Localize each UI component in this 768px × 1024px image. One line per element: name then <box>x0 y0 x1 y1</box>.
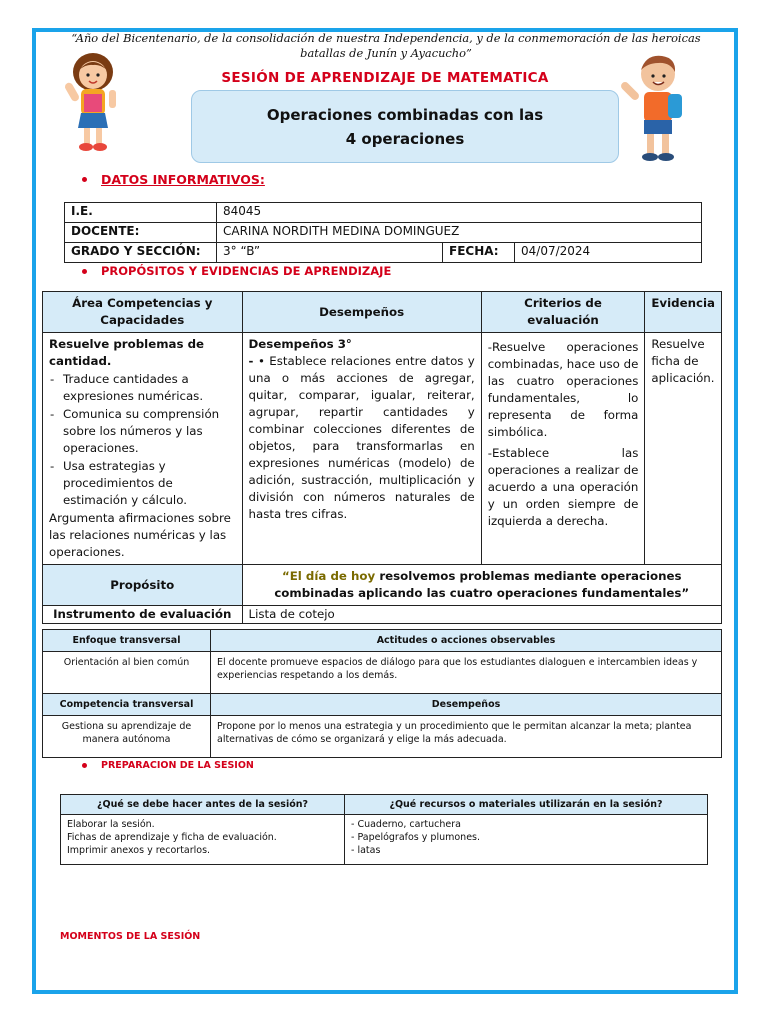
table-row <box>43 694 722 716</box>
table-row <box>43 652 722 694</box>
session-title: SESIÓN DE APRENDIZAJE DE MATEMATICA <box>221 70 549 86</box>
enfoque-table <box>42 629 722 758</box>
desempeno-text-body: • Establece relaciones entre datos y una o más acciones de agregar, quitar, comparar, igualar, reiterar, agrupar, repartir cantidades y combinar colecciones diferentes de objetos, para transformarlas en expresiones numéricas (modelo) de adición, sustracción, multiplicación y división con números naturales de hasta tres cifras. <box>248 354 475 521</box>
datos-table <box>64 202 702 263</box>
list-item: - Comunica su comprensión sobre los números y las operaciones. <box>49 406 236 457</box>
col-competencia-header: Competencia transversal <box>43 694 211 716</box>
desempeno-cell <box>242 333 481 565</box>
list-item: - Usa estrategias y procedimientos de estimación y cálculo. <box>49 458 236 509</box>
docente-label: DOCENTE: <box>65 223 217 243</box>
list-item: - Papelógrafos y plumones. <box>351 832 481 843</box>
proposito-text: resolvemos problemas mediante operaciones combinadas aplicando las cuatro operaciones fundamentales” <box>274 569 690 600</box>
col-criterios-header: Criterios de evaluación <box>481 292 645 333</box>
preparacion-table <box>60 794 708 865</box>
col-actitudes-header: Actitudes o acciones observables <box>211 630 722 652</box>
list-item: - Traduce cantidades a expresiones numéricas. <box>49 371 236 405</box>
col-enfoque-header: Enfoque transversal <box>43 630 211 652</box>
table-row <box>43 630 722 652</box>
proposito-value <box>242 565 721 606</box>
table-row <box>43 565 722 606</box>
propositos-heading-label: PROPÓSITOS Y EVIDENCIAS DE APRENDIZAJE <box>101 264 392 278</box>
actitud-value: El docente promueve espacios de diálogo para que los estudiantes dialoguen e intercambien ideas y experiencias respetando a los demás. <box>211 652 722 694</box>
datos-heading-label: DATOS INFORMATIVOS: <box>101 172 265 187</box>
desempeno-transversal-value: Propone por lo menos una estrategia y un procedimiento que le permitan alcanzar la meta; plantea alternativas de cómo se organizará y elige la más adecuada. <box>211 716 722 758</box>
col-recursos-header: ¿Qué recursos o materiales utilizarán en la sesión? <box>345 795 708 815</box>
competencia-value: Gestiona su aprendizaje de manera autónoma <box>43 716 211 758</box>
criterios-cell <box>481 333 645 565</box>
table-row <box>43 606 722 624</box>
desempeno-title: Desempeños 3° <box>248 337 352 351</box>
enfoque-value: Orientación al bien común <box>43 652 211 694</box>
list-item: - latas <box>351 845 381 856</box>
table-row <box>43 716 722 758</box>
ie-value: 84045 <box>217 203 702 223</box>
fecha-label: FECHA: <box>443 243 515 263</box>
table-row <box>65 223 702 243</box>
docente-value: CARINA NORDITH MEDINA DOMINGUEZ <box>217 223 702 243</box>
girl-student-illustration <box>62 50 124 154</box>
proposito-highlight: “El día de hoy <box>281 569 376 583</box>
list-item: - Cuaderno, cartuchera <box>351 819 461 830</box>
criterio-1: -Resuelve operaciones combinadas, hace uso de las cuatro operaciones fundamentales, lo representa de forma simbólica. <box>487 340 639 439</box>
preparacion-heading-label: PREPARACION DE LA SESION <box>101 760 254 771</box>
list-item: Imprimir anexos y recortarlos. <box>67 845 211 856</box>
preparacion-heading <box>82 760 254 771</box>
col-evidencia-header: Evidencia <box>645 292 722 333</box>
propositos-table <box>42 291 722 624</box>
capacidades-list <box>49 371 236 509</box>
table-row <box>65 203 702 223</box>
bullet-icon <box>82 763 87 768</box>
topic-banner <box>191 90 619 163</box>
antes-cell <box>61 815 345 865</box>
capacidad-final: Argumenta afirmaciones sobre las relaciones numéricas y las operaciones. <box>49 511 231 559</box>
bullet-icon <box>82 269 87 274</box>
area-cell <box>43 333 243 565</box>
proposito-label: Propósito <box>43 565 243 606</box>
col-antes-header: ¿Qué se debe hacer antes de la sesión? <box>61 795 345 815</box>
momentos-heading: MOMENTOS DE LA SESIÓN <box>60 931 201 942</box>
list-item: Fichas de aprendizaje y ficha de evaluación. <box>67 832 277 843</box>
grado-value: 3° “B” <box>217 243 443 263</box>
grado-label: GRADO Y SECCIÓN: <box>65 243 217 263</box>
criterio-2: -Establece las operaciones a realizar de acuerdo a una operación y un orden siempre de izquierda a derecha. <box>487 446 639 528</box>
recursos-cell <box>345 815 708 865</box>
table-row <box>43 292 722 333</box>
instrumento-value: Lista de cotejo <box>242 606 721 624</box>
bullet-icon <box>82 177 87 182</box>
col-desempenos-transversal-header: Desempeños <box>211 694 722 716</box>
list-item: Elaborar la sesión. <box>67 819 155 830</box>
desempeno-text: - • Establece relaciones entre datos y una o más acciones de agregar, quitar, comparar, igualar, reiterar, agrupar, repartir cantidades y combinar colecciones diferentes de objetos, para transformarlas en expresiones numéricas (modelo) de adición, sustracción, multiplicación y división con números naturales de hasta tres cifras. <box>248 354 475 521</box>
col-area-header: Área Competencias y Capacidades <box>43 292 243 333</box>
competencia-title: Resuelve problemas de cantidad. <box>49 337 205 368</box>
topic-title: Operaciones combinadas con las 4 operaciones <box>266 105 544 148</box>
ie-label: I.E. <box>65 203 217 223</box>
col-desempenos-header: Desempeños <box>242 292 481 333</box>
table-row <box>61 815 708 865</box>
propositos-heading <box>82 264 391 278</box>
evidencia-cell: Resuelve ficha de aplicación. <box>645 333 722 565</box>
table-row <box>65 243 702 263</box>
boy-student-illustration <box>620 50 692 166</box>
table-row <box>43 333 722 565</box>
fecha-value: 04/07/2024 <box>515 243 702 263</box>
instrumento-label: Instrumento de evaluación <box>43 606 243 624</box>
datos-heading <box>82 172 265 187</box>
national-motto: “Año del Bicentenario, de la consolidación de nuestra Independencia, y de la conmemoración de las heroicas batallas de Junín y Ayacucho” <box>71 31 701 60</box>
table-row <box>61 795 708 815</box>
